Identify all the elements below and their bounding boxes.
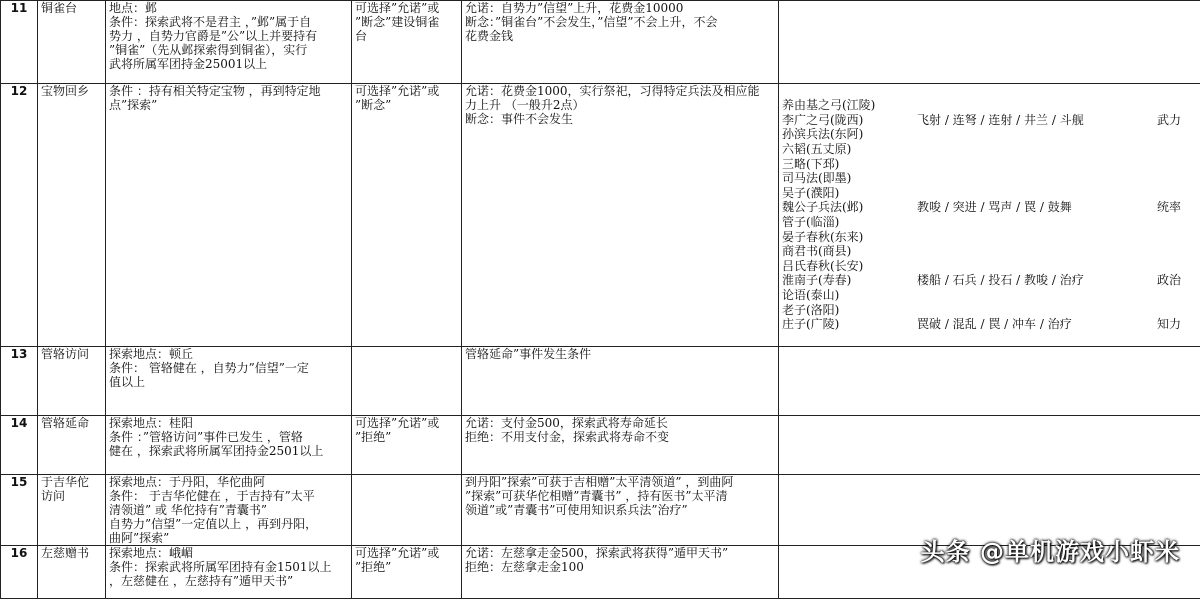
event-condition-line: 清领道” 或 华佗持有”青囊书” — [109, 503, 348, 517]
treasure-name: 魏公子兵法(邺) — [782, 200, 917, 215]
treasure-name: 六韬(五丈原) — [782, 142, 917, 157]
event-choice-line: ”拒绝” — [355, 560, 458, 574]
event-condition-line: 探索地点：顿丘 — [109, 347, 348, 361]
extra-cell — [779, 475, 1200, 546]
treasure-row — [782, 171, 1197, 186]
treasure-skills — [917, 215, 1157, 230]
event-condition-line: 曲阿”探索” — [109, 531, 348, 545]
event-result — [462, 475, 779, 546]
treasure-skills — [917, 98, 1157, 113]
treasure-row — [782, 127, 1197, 142]
event-name — [38, 416, 106, 475]
treasure-skills — [917, 127, 1157, 142]
event-number: 11 — [1, 1, 38, 84]
treasure-attribute — [1157, 142, 1197, 157]
treasure-skills: 罠破 / 混乱 / 罠 / 冲车 / 治疗 — [917, 317, 1157, 332]
event-name-line: 左慈赠书 — [41, 546, 102, 560]
extra-cell — [779, 347, 1200, 416]
treasure-name: 商君书(商县) — [782, 244, 917, 259]
event-condition-line: 点”探索” — [109, 98, 348, 112]
event-number: 12 — [1, 84, 38, 347]
event-name — [38, 1, 106, 84]
treasure-row — [782, 273, 1197, 288]
event-condition — [106, 416, 352, 475]
event-choice-line: 可选择”允诺”或 — [355, 546, 458, 560]
event-result-line: 管辂延命”事件发生条件 — [465, 347, 775, 361]
event-condition-line: 势力 ，自势力官爵是”公”以上并要持有 — [109, 29, 348, 43]
treasure-skills: 楼船 / 石兵 / 投石 / 教唆 / 治疗 — [917, 273, 1157, 288]
treasure-name: 管子(临淄) — [782, 215, 917, 230]
treasure-list — [782, 98, 1197, 332]
event-result — [462, 1, 779, 84]
treasure-row — [782, 288, 1197, 303]
treasure-name: 吕氏春秋(长安) — [782, 259, 917, 274]
event-choice-line: 可选择”允诺”或 — [355, 416, 458, 430]
treasure-attribute — [1157, 215, 1197, 230]
watermark: 头条 @单机游戏小虾米 — [921, 545, 1180, 559]
treasure-row — [782, 259, 1197, 274]
treasure-attribute: 知力 — [1157, 317, 1197, 332]
event-result-line: 拒绝：左慈拿走金100 — [465, 560, 775, 574]
event-name-line: 宝物回乡 — [41, 84, 102, 98]
treasure-skills — [917, 288, 1157, 303]
event-condition-line: ，左慈健在 ，左慈持有”遁甲天书” — [109, 574, 348, 588]
event-result-line: 拒绝：不用支付金，探索武将寿命不变 — [465, 430, 775, 444]
treasure-skills — [917, 171, 1157, 186]
treasure-attribute — [1157, 171, 1197, 186]
event-row — [1, 416, 1200, 475]
event-condition-line: 自势力”信望”一定值以上 ，再到丹阳， — [109, 517, 348, 531]
event-condition-line: ”铜雀”（先从邺探索得到铜雀），实行 — [109, 43, 348, 57]
event-row — [1, 84, 1200, 347]
treasure-attribute: 武力 — [1157, 113, 1197, 128]
treasure-row — [782, 98, 1197, 113]
event-result-line: 断念：事件不会发生 — [465, 112, 775, 126]
event-choice-line: ”拒绝” — [355, 430, 458, 444]
event-number: 14 — [1, 416, 38, 475]
event-number: 15 — [1, 475, 38, 546]
event-number: 13 — [1, 347, 38, 416]
treasure-skills — [917, 244, 1157, 259]
treasure-attribute: 统率 — [1157, 200, 1197, 215]
treasure-skills — [917, 230, 1157, 245]
treasure-skills — [917, 157, 1157, 172]
event-condition-line: 条件： 管辂健在 ，自势力”信望”一定 — [109, 361, 348, 375]
treasure-skills: 飞射 / 连弩 / 连射 / 井兰 / 斗舰 — [917, 113, 1157, 128]
event-condition-line: 值以上 — [109, 375, 348, 389]
event-result-line: 断念：”铜雀台”不会发生，”信望”不会上升，不会 — [465, 15, 775, 29]
event-condition-line: 探索地点：桂阳 — [109, 416, 348, 430]
treasure-skills — [917, 186, 1157, 201]
event-result — [462, 84, 779, 347]
event-result-line: 允诺：自势力”信望”上升，花费金10000 — [465, 1, 775, 15]
event-condition — [106, 1, 352, 84]
event-condition-line: 武将所属军团持金25001以上 — [109, 57, 348, 71]
event-choice-line: ”断念” — [355, 98, 458, 112]
event-choice — [352, 475, 462, 546]
event-result — [462, 546, 779, 599]
treasure-name: 养由基之弓(江陵) — [782, 98, 917, 113]
event-choice-line: 台 — [355, 29, 458, 43]
event-condition — [106, 84, 352, 347]
event-condition-line: 健在 ，探索武将所属军团持金2501以上 — [109, 444, 348, 458]
event-condition-line: 条件：探索武将所属军团持有金1501以上 — [109, 560, 348, 574]
treasure-name: 吴子(濮阳) — [782, 186, 917, 201]
event-name-line: 管辂访问 — [41, 347, 102, 361]
event-name-line: 铜雀台 — [41, 1, 102, 15]
treasure-name: 老子(洛阳) — [782, 303, 917, 318]
event-choice — [352, 546, 462, 599]
treasure-skills — [917, 142, 1157, 157]
extra-cell — [779, 84, 1200, 347]
treasure-attribute — [1157, 186, 1197, 201]
extra-cell — [779, 1, 1200, 84]
event-result-line: 领道”或”青囊书”可使用知识系兵法”治疗” — [465, 503, 775, 517]
event-result-line: 允诺：花费金1000，实行祭祀，习得特定兵法及相应能 — [465, 84, 775, 98]
treasure-skills: 教唆 / 突进 / 骂声 / 罠 / 鼓舞 — [917, 200, 1157, 215]
treasure-row — [782, 230, 1197, 245]
event-result-line: 花费金钱 — [465, 29, 775, 43]
treasure-attribute — [1157, 127, 1197, 142]
treasure-row — [782, 303, 1197, 318]
event-name-line: 管辂延命 — [41, 416, 102, 430]
treasure-attribute — [1157, 98, 1197, 113]
event-condition-line: 条件 ：”管辂访问”事件已发生 ，管辂 — [109, 430, 348, 444]
event-condition-line: 条件：探索武将不是君主 ，”邺”属于自 — [109, 15, 348, 29]
treasure-row — [782, 113, 1197, 128]
treasure-name: 孙滨兵法(东阿) — [782, 127, 917, 142]
event-choice — [352, 84, 462, 347]
treasure-skills — [917, 259, 1157, 274]
event-name — [38, 347, 106, 416]
treasure-skills — [917, 303, 1157, 318]
event-condition — [106, 347, 352, 416]
treasure-name: 淮南子(寿春) — [782, 273, 917, 288]
event-choice-line: 可选择”允诺”或 — [355, 84, 458, 98]
event-condition-line: 地点：邺 — [109, 1, 348, 15]
treasure-name: 论语(泰山) — [782, 288, 917, 303]
event-name — [38, 84, 106, 347]
treasure-name: 李广之弓(陇西) — [782, 113, 917, 128]
event-condition-line: 探索地点：于丹阳，华佗曲阿 — [109, 475, 348, 489]
event-condition-line: 条件 ：持有相关特定宝物 ，再到特定地 — [109, 84, 348, 98]
treasure-name: 庄子(广陵) — [782, 317, 917, 332]
event-name-line: 访问 — [41, 489, 102, 503]
event-result-line: 允诺：支付金500，探索武将寿命延长 — [465, 416, 775, 430]
treasure-row — [782, 317, 1197, 332]
treasure-attribute — [1157, 230, 1197, 245]
treasure-name: 司马法(即墨) — [782, 171, 917, 186]
treasure-name: 三略(下邳) — [782, 157, 917, 172]
event-name — [38, 546, 106, 599]
event-row — [1, 475, 1200, 546]
event-condition — [106, 475, 352, 546]
event-row — [1, 347, 1200, 416]
event-choice — [352, 416, 462, 475]
extra-cell — [779, 416, 1200, 475]
event-condition-line: 条件： 于吉华佗健在 ，于吉持有”太平 — [109, 489, 348, 503]
event-result-line: 允诺：左慈拿走金500，探索武将获得”遁甲天书” — [465, 546, 775, 560]
event-result-line: 到丹阳”探索”可获于吉相赠”太平清领道” ，到曲阿 — [465, 475, 775, 489]
event-condition — [106, 546, 352, 599]
treasure-row — [782, 215, 1197, 230]
event-choice-line: ”断念”建设铜雀 — [355, 15, 458, 29]
treasure-row — [782, 244, 1197, 259]
event-row — [1, 1, 1200, 84]
treasure-row — [782, 186, 1197, 201]
treasure-row — [782, 157, 1197, 172]
treasure-name: 晏子春秋(东来) — [782, 230, 917, 245]
event-result — [462, 347, 779, 416]
event-choice — [352, 347, 462, 416]
event-result-line: ”探索”可获华佗相赠”青囊书” ，持有医书”太平清 — [465, 489, 775, 503]
treasure-row — [782, 200, 1197, 215]
treasure-attribute — [1157, 157, 1197, 172]
treasure-attribute: 政治 — [1157, 273, 1197, 288]
event-number: 16 — [1, 546, 38, 599]
event-condition-line: 探索地点：峨嵋 — [109, 546, 348, 560]
event-name-line: 于吉华佗 — [41, 475, 102, 489]
treasure-row — [782, 142, 1197, 157]
events-table-body — [1, 1, 1200, 599]
treasure-attribute — [1157, 288, 1197, 303]
event-choice-line: 可选择”允诺”或 — [355, 1, 458, 15]
event-result — [462, 416, 779, 475]
treasure-attribute — [1157, 303, 1197, 318]
event-result-line: 力上升 （一般升2点） — [465, 98, 775, 112]
treasure-attribute — [1157, 259, 1197, 274]
event-name — [38, 475, 106, 546]
treasure-attribute — [1157, 244, 1197, 259]
event-choice — [352, 1, 462, 84]
